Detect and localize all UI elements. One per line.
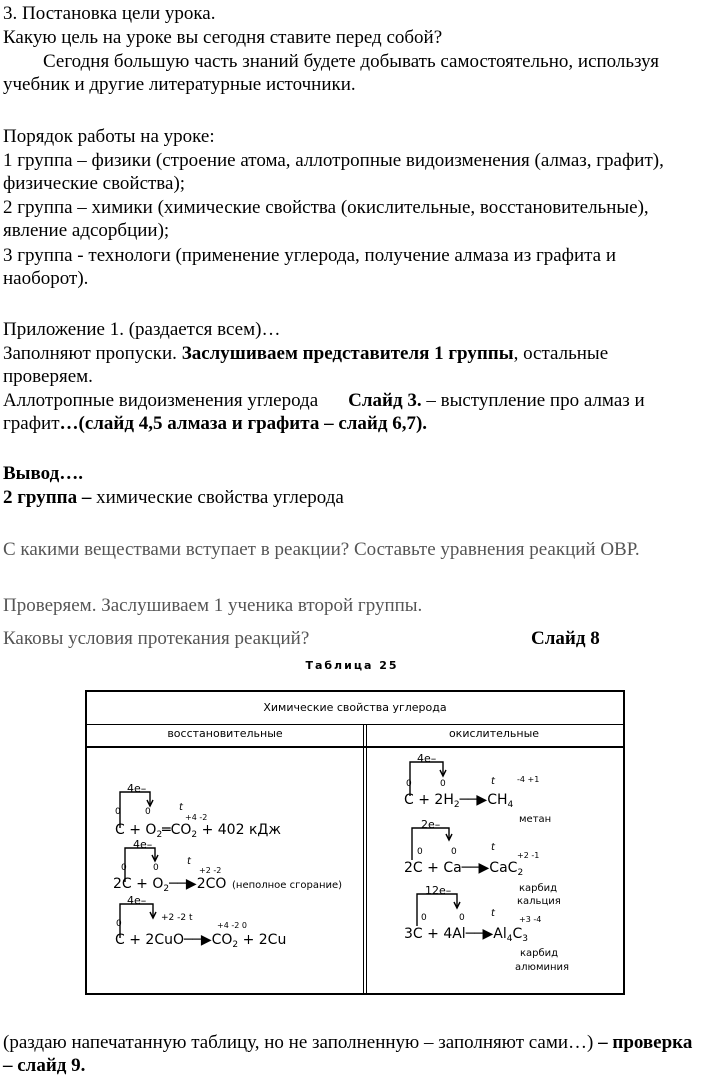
svg-text:кальция: кальция xyxy=(517,896,561,907)
column-header-oxidizing: окислительные xyxy=(448,727,540,740)
check-line: Проверяем. Заслушиваем 1 ученика второй группы. xyxy=(3,595,423,616)
group-2-item: 2 группа – химики (химические свойства (окислительные, восстановительные), явление адсорбции); xyxy=(3,197,649,241)
svg-text:2C + O2──▶2CO: $2C + O_2──▶2CO$ xyxy=(113,876,227,894)
svg-text:2C + Ca──▶CaC2: 2C + Ca──▶CaC$_2$ xyxy=(404,860,524,878)
svg-text:C + 2H2──▶CH4: $C + 2H_2──▶CH_4$ xyxy=(404,792,514,810)
svg-text:4e–: 4e– xyxy=(133,838,153,851)
reaction-left-2-text xyxy=(113,838,342,894)
svg-text:t: t xyxy=(491,776,495,787)
work-order-heading: Порядок работы на уроке: xyxy=(3,126,215,147)
svg-text:+3 -4: +3 -4 xyxy=(519,915,542,924)
svg-text:C + 2CuO──▶CO2 + 2Cu: $C + 2CuO──▶CO_2 + 2Cu$ xyxy=(115,932,287,950)
section-heading: 3. Постановка цели урока. xyxy=(3,3,216,24)
svg-text:(неполное сгорание): (неполное сгорание) xyxy=(232,880,343,891)
svg-text:t: t xyxy=(187,856,191,867)
svg-text:0: 0 xyxy=(417,847,423,857)
svg-text:0: 0 xyxy=(451,847,457,857)
svg-text:карбид: карбид xyxy=(519,883,558,894)
svg-text:0: 0 xyxy=(421,913,427,923)
svg-text:C + O2═CO2 + 402 кДж: $C + O_2═CO_2 + 402$ кДж xyxy=(115,822,281,840)
svg-text:+2 -2: +2 -2 xyxy=(199,866,222,875)
intro-paragraph: Сегодня большую часть знаний будете добывать самостоятельно, используя учебник и другие литературные источники. xyxy=(3,51,659,95)
svg-text:метан: метан xyxy=(519,814,552,825)
conclusion-heading: Вывод…. xyxy=(3,463,83,484)
appendix-line: Приложение 1. (раздается всем)… xyxy=(3,319,281,340)
allotropes-paragraph: Аллотропные видоизменения углерода Слайд 3. – выступление про алмаз и графит…(слайд 4,5 алмаза и графита – слайд 6,7). xyxy=(3,390,645,434)
table-header-row xyxy=(87,724,623,748)
svg-text:0: 0 xyxy=(153,863,159,873)
svg-text:+4 -2 0: +4 -2 0 xyxy=(217,921,247,930)
group-1-item: 1 группа – физики (строение атома, аллотропные видоизменения (алмаз, графит), физические свойства); xyxy=(3,150,664,194)
chemical-properties-table xyxy=(85,690,625,995)
svg-text:2e–: 2e– xyxy=(421,818,441,831)
fill-gaps-paragraph: Заполняют пропуски. Заслушиваем представителя 1 группы, остальные проверяем. xyxy=(3,343,609,387)
table-caption: Таблица 25 xyxy=(305,659,399,672)
svg-text:алюминия: алюминия xyxy=(515,962,570,973)
svg-text:4e–: 4e– xyxy=(127,782,147,795)
svg-text:0: 0 xyxy=(406,779,412,789)
svg-text:+4 -2: +4 -2 xyxy=(185,813,208,822)
svg-text:t: t xyxy=(491,842,495,853)
svg-text:12e–: 12e– xyxy=(425,884,452,897)
conditions-line: Каковы условия протекания реакций? Слайд 8 xyxy=(3,628,600,649)
question-line: Какую цель на уроке вы сегодня ставите перед собой? xyxy=(3,27,443,48)
reaction-left-1-text xyxy=(115,782,281,840)
reactions-graphic xyxy=(87,748,623,993)
reaction-right-1-text xyxy=(404,752,551,825)
svg-text:+2 -1: +2 -1 xyxy=(517,851,540,860)
svg-text:t: t xyxy=(491,908,495,919)
group-2-heading: 2 группа – химические свойства углерода xyxy=(3,487,344,508)
svg-text:t: t xyxy=(179,802,183,813)
svg-text:3C + 4Al──▶Al4C3: $3C + 4Al──▶Al_4C_3$ xyxy=(404,926,529,944)
svg-text:0: 0 xyxy=(440,779,446,789)
reaction-left-3-text xyxy=(115,894,286,950)
svg-text:0: 0 xyxy=(121,863,127,873)
table-title: Химические свойства углерода xyxy=(263,701,447,714)
svg-text:0: 0 xyxy=(115,807,121,817)
group-3-item: 3 группа - технологи (применение углерода, получение алмаза из графита и наоборот). xyxy=(3,245,617,289)
svg-text:+2 -2 t: +2 -2 t xyxy=(161,913,193,923)
svg-text:4e–: 4e– xyxy=(417,752,437,765)
table-title-row xyxy=(87,692,623,725)
svg-text:карбид: карбид xyxy=(520,948,559,959)
svg-text:-4 +1: -4 +1 xyxy=(517,775,540,784)
svg-text:0: 0 xyxy=(459,913,465,923)
svg-text:4e–: 4e– xyxy=(127,894,147,907)
reactions-question: С какими веществами вступает в реакции? Составьте уравнения реакций ОВР. xyxy=(3,539,640,560)
handout-paragraph: (раздаю напечатанную таблицу, но не заполненную – заполняют сами…) – проверка – слайд 9. xyxy=(3,1032,693,1076)
column-header-reducing: восстановительные xyxy=(167,727,283,740)
svg-text:0: 0 xyxy=(145,807,151,817)
svg-text:0: 0 xyxy=(116,919,122,929)
